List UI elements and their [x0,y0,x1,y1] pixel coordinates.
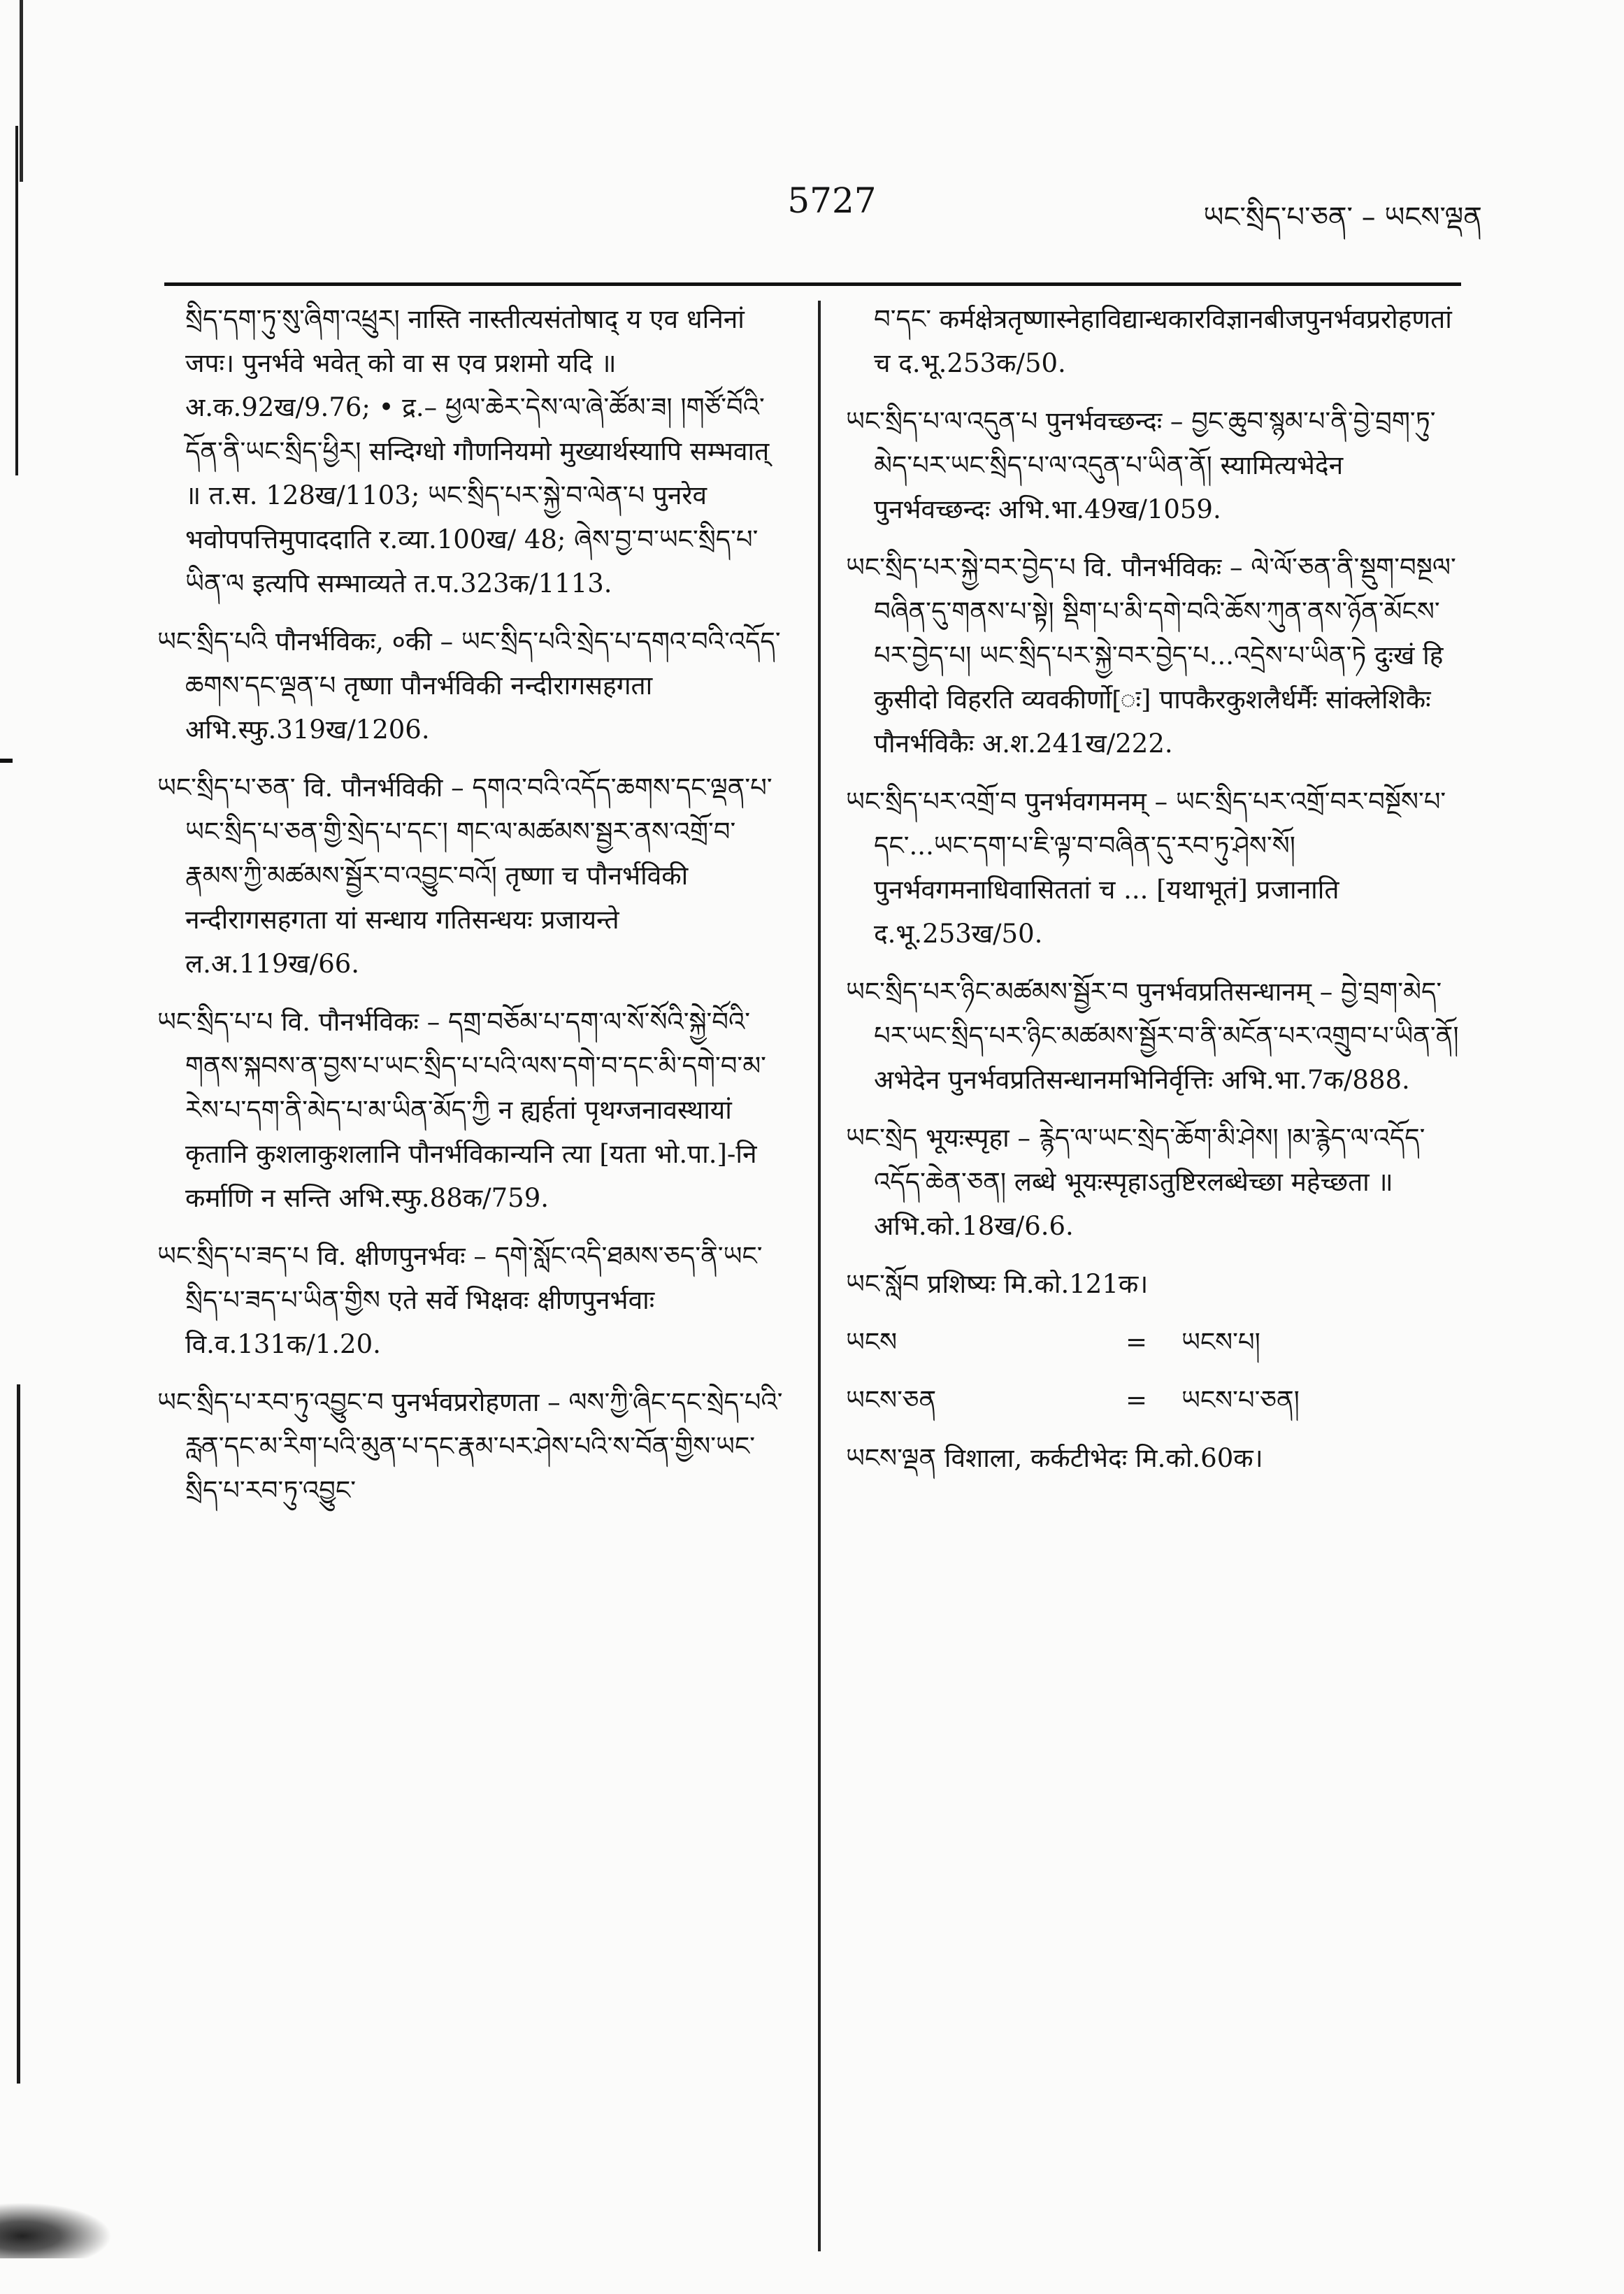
left-column [157,297,786,1526]
right-column [846,297,1461,1494]
dictionary-entry: ཡང་སྲིད་པ་ཅན་ वि. पौनर्भविकी – དགའ་བའི་འདོད་ཆགས་དང་ལྡན་པ་ཡང་སྲིད་པ་ཅན་གྱི་སྲེད་པ་དང་། གང་ལ་མཚམས་སྦྱར་ནས་འགྲོ་བ་རྣམས་ཀྱི་མཚམས་སྦྱོར་བ་འབྱུང་བའོ། तृष्णा च पौनर्भविकी नन्दीरागसहगता यां सन्धाय गतिसन्धयः प्रजायन्ते ल.अ.119ख/66. [157,773,773,979]
xref-term: ཡངས་ཅན [846,1385,937,1415]
scan-edge-blot [0,2202,112,2258]
dictionary-entry: ཡང་སློབ प्रशिष्यः मि.को.121क। [846,1269,1149,1299]
scan-edge-artifact [0,0,49,2294]
scan-edge-line [20,0,23,182]
scan-edge-mark [0,759,13,763]
dictionary-entry: ཡང་སྲིད་པ་རབ་ཏུ་འབྱུང་བ पुनर्भवप्ररोहणता – ལས་ཀྱི་ཞིང་དང་སྲེད་པའི་རླན་དང་མ་རིག་པའི་མུན་པ་དང་རྣམ་པར་ཤེས་པའི་ས་བོན་གྱིས་ཡང་སྲིད་པ་རབ་ཏུ་འབྱུང་ [157,1387,783,1505]
cross-reference [846,1378,1461,1422]
scan-edge-line [15,126,18,475]
dictionary-entry: བ་དང་ कर्मक्षेत्रतृष्णास्नेहाविद्यान्धकारविज्ञानबीजपुनर्भवप्ररोहणतां च द.भू.253क/50. [874,304,1452,378]
dictionary-entry: ཡང་སྲེད भूयःस्पृहा – རྙེད་ལ་ཡང་སྲེད་ཆོག་མི་ཤེས། །མ་རྙེད་ལ་འདོད་འདོད་ཆེན་ཅན། लब्धे भूयःस्पृहाऽतुष्टिरलब्धेच्छा महेच्छता ॥ अभि.को.18ख/6.6. [846,1123,1425,1241]
running-head: ཡང་སྲིད་པ་ཅན་ – ཡངས་ལྡན [1203,201,1482,234]
dictionary-entry: ཡང་སྲིད་པ་ལ་འདུན་པ पुनर्भवच्छन्दः – བྱང་ཆུབ་སྙམ་པ་ནི་བྱེ་བྲག་ཏུ་མེད་པར་ཡང་སྲིད་པ་ལ་འདུན་པ་ཡིན་ནོ། स्यामित्यभेदेन पुनर्भवच्छन्दः अभि.भा.49ख/1059. [846,406,1436,524]
page-number: 5727 [787,180,877,221]
xref-term: ཡངས [846,1327,898,1357]
dictionary-entry: ཡང་སྲིད་པའི पौनर्भविकः, ०की – ཡང་སྲིད་པའི་སྲེད་པ་དགའ་བའི་འདོད་ཆགས་དང་ལྡན་པ तृष्णा पौनर्भविकी नन्दीरागसहगता अभि.स्फु.319ख/1206. [157,626,781,745]
dictionary-entry: ཡང་སྲིད་པར་སྐྱེ་བར་བྱེད་པ वि. पौनर्भविकः – ལེ་ལོ་ཅན་ནི་སྡུག་བསྔལ་བཞིན་དུ་གནས་པ་སྟེ། སྡིག་པ་མི་དགེ་བའི་ཆོས་ཀུན་ནས་ཉོན་མོངས་པར་བྱེད་པ། ཡང་སྲིད་པར་སྐྱེ་བར་བྱེད་པ...འདྲེས་པ་ཡིན་ཏེ दुःखं हि कुसीदो विहरति व्यवकीर्णो[ः] पापकैरकुशलैर्धर्मैः सांक्लेशिकैः पौनर्भविकैः अ.श.241ख/222. [846,552,1456,759]
xref-target: ཡངས་པ་ཅན། [1181,1385,1300,1415]
cross-reference [846,1320,1461,1364]
header-rule [164,282,1461,286]
xref-equals: = [1126,1385,1148,1415]
dictionary-entry: སྲིད་དག་ཏུ་སུ་ཞིག་འཕྲུར། नास्ति नास्तीत्यसंतोषाद् य एव धनिनां जपः। पुनर्भवे भवेत् को वा स एव प्रशमो यदि ॥ अ.क.92ख/9.76; • द्र.– ཕྱལ་ཆེར་དེས་ལ་ཞེ་ཚོམ་ཟ། །གཙོ་བོའི་དོན་ནི་ཡང་སྲིད་ཕྱིར། सन्दिग्धो गौणनियमो मुख्यार्थस्यापि सम्भवात् ॥ त.स. 128ख/1103; ཡང་སྲིད་པར་སྐྱེ་བ་ལེན་པ पुनरेव भवोपपत्तिमुपाददाति र.व्या.100ख/ 48; ཞེས་བྱ་བ་ཡང་སྲིད་པ་ཡིན་ལ इत्यपि सम्भाव्यते त.प.323क/1113. [185,304,770,598]
xref-target: ཡངས་པ། [1181,1327,1260,1357]
column-divider [818,301,821,2251]
dictionary-entry: ཡང་སྲིད་པ་ཟད་པ वि. क्षीणपुनर्भवः – དགེ་སློང་འདི་ཐམས་ཅད་ནི་ཡང་སྲིད་པ་ཟད་པ་ཡིན་གྱིས एते सर्वे भिक्षवः क्षीणपुनर्भवाः वि.व.131क/1.20. [157,1241,763,1359]
scan-edge-line [17,1384,20,2084]
dictionary-entry: ཡང་སྲིད་པར་ཉིང་མཚམས་སྦྱོར་བ पुनर्भवप्रतिसन्धानम् – བྱེ་བྲག་མེད་པར་ཡང་སྲིད་པར་ཉིང་མཚམས་སྦྱོར་བ་ནི་མངོན་པར་འགྲུབ་པ་ཡིན་ནོ། अभेदेन पुनर्भवप्रतिसन्धानमभिनिर्वृत्तिः अभि.भा.7क/888. [846,977,1459,1095]
dictionary-entry: ཡང་སྲིད་པ་པ वि. पौनर्भविकः – དགྲ་བཅོམ་པ་དག་ལ་སོ་སོའི་སྐྱེ་བོའི་གནས་སྐབས་ན་བྱས་པ་ཡང་སྲིད་པ་པའི་ལས་དགེ་བ་དང་མི་དགེ་བ་མ་རེས་པ་དག་ནི་མེད་པ་མ་ཡིན་མོད་ཀྱི न ह्यर्हतां पृथग्जनावस्थायां कृतानि कुशलाकुशलानि पौनर्भविकान्यनि त्या [यता भो.पा.]-नि कर्माणि न सन्ति अभि.स्फु.88क/759. [157,1007,766,1213]
xref-equals: = [1126,1327,1148,1357]
dictionary-entry: ཡང་སྲིད་པར་འགྲོ་བ पुनर्भवगमनम् – ཡང་སྲིད་པར་འགྲོ་བར་བསྔོས་པ་དང་...ཡང་དག་པ་ཇི་ལྟ་བ་བཞིན་དུ་རབ་ཏུ་ཤེས་སོ། पुनर्भवगमनाधिवासिततां च ... [यथाभूतं] प्रजानाति द.भू.253ख/50. [846,787,1446,949]
dictionary-entry: ཡངས་ལྡན विशाला, कर्कटीभेदः मि.को.60क। [846,1443,1263,1473]
